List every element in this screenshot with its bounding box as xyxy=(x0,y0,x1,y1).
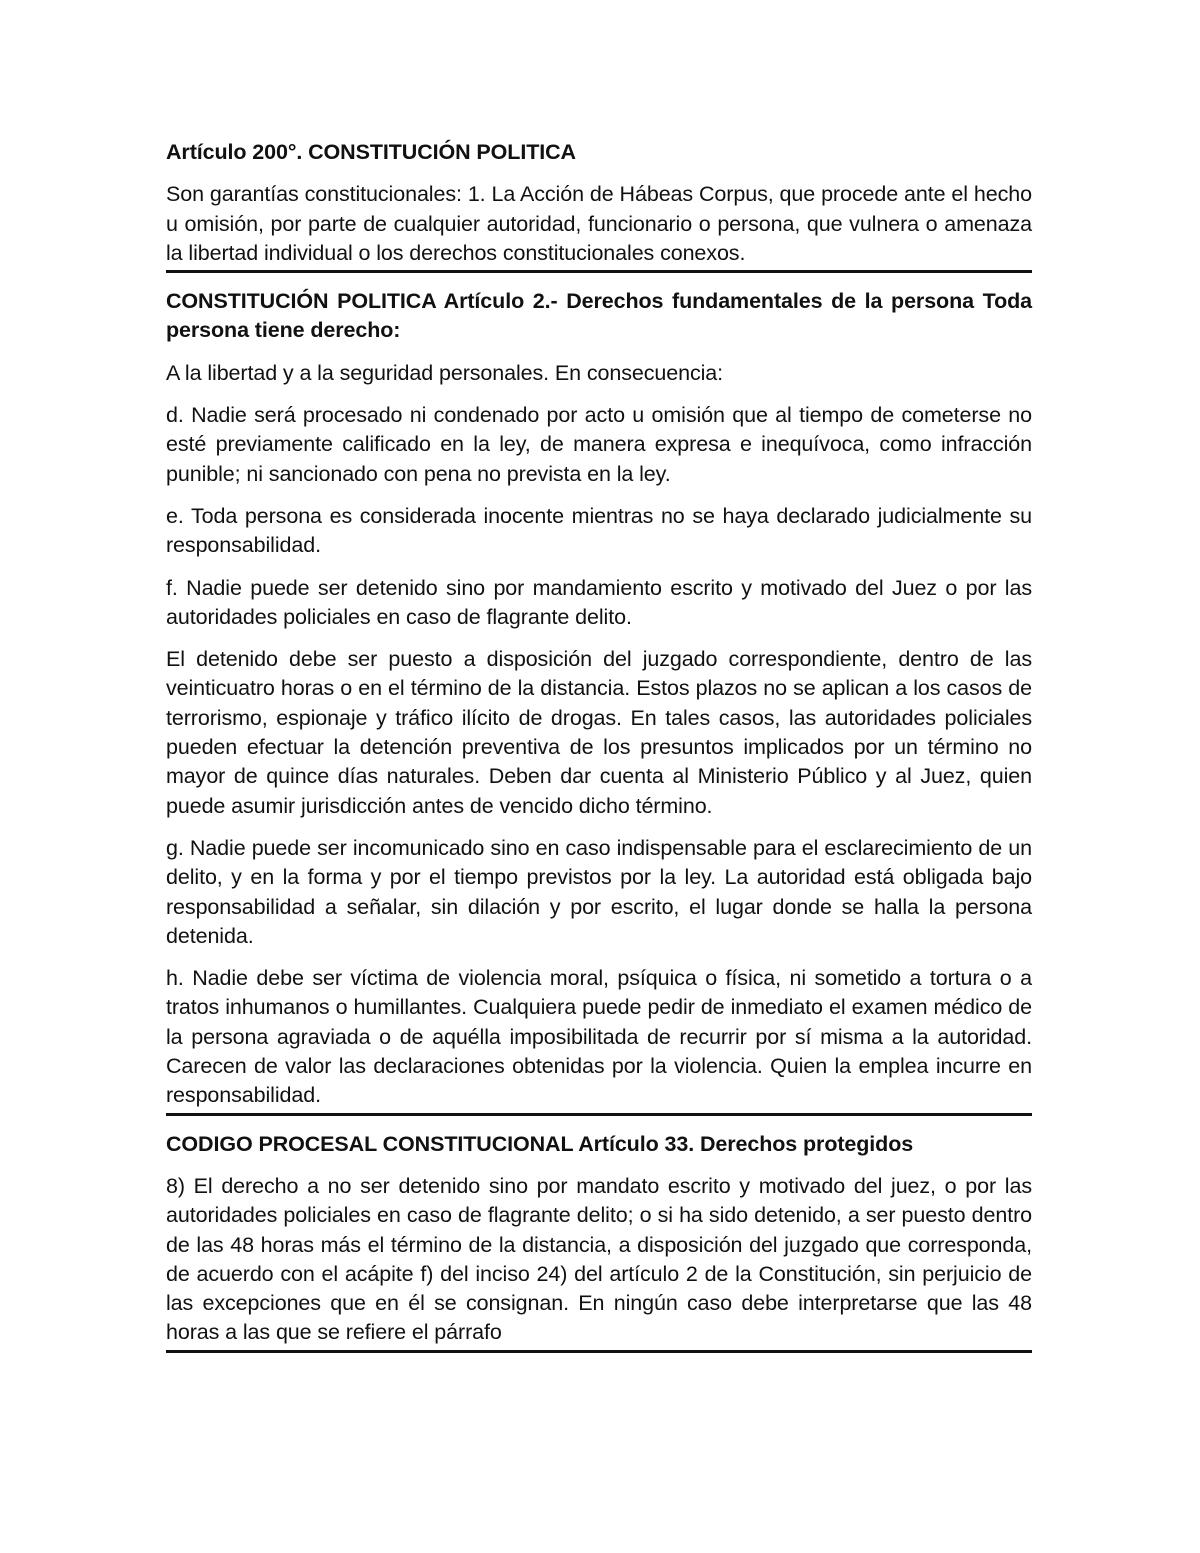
section-article-2 xyxy=(166,287,1032,1110)
section-heading: CONSTITUCIÓN POLITICA Artículo 2.- Derechos fundamentales de la persona Toda persona tiene derecho: xyxy=(166,289,1032,343)
document-page xyxy=(166,138,1032,1367)
section-article-200 xyxy=(166,138,1032,268)
section-heading: CODIGO PROCESAL CONSTITUCIONAL Artículo 33. Derechos protegidos xyxy=(166,1131,914,1156)
paragraph: El detenido debe ser puesto a disposición del juzgado correspondiente, dentro de las veinticuatro horas o en el término de la distancia. Estos plazos no se aplican a los casos de terrorismo, espionaje y tráfico ilícito de drogas. En tales casos, las autoridades policiales pueden efectuar la detención preventiva de los presuntos implicados por un término no mayor de quince días naturales. Deben dar cuenta al Ministerio Público y al Juez, quien puede asumir jurisdicción antes de vencido dicho término. xyxy=(166,647,1032,818)
section-divider xyxy=(166,1113,1032,1116)
paragraph: Son garantías constitucionales: 1. La Acción de Hábeas Corpus, que procede ante el hecho u omisión, por parte de cualquier autoridad, funcionario o persona, que vulnera o amenaza la libertad individual o los derechos constitucionales conexos. xyxy=(166,182,1032,265)
paragraph: 8) El derecho a no ser detenido sino por mandato escrito y motivado del juez, o por las autoridades policiales en caso de flagrante delito; o si ha sido detenido, a ser puesto dentro de las 48 horas más el término de la distancia, a disposición del juzgado que corresponda, de acuerdo con el acápite f) del inciso 24) del artículo 2 de la Constitución, sin perjuicio de las excepciones que en él se consignan. En ningún caso debe interpretarse que las 48 horas a las que se refiere el párrafo xyxy=(166,1173,1032,1345)
paragraph: A la libertad y a la seguridad personales. En consecuencia: xyxy=(166,360,724,385)
paragraph: f. Nadie puede ser detenido sino por mandamiento escrito y motivado del Juez o por las autoridades policiales en caso de flagrante delito. xyxy=(166,575,1032,629)
section-heading: Artículo 200°. CONSTITUCIÓN POLITICA xyxy=(166,140,576,164)
section-divider xyxy=(166,1350,1032,1353)
paragraph: g. Nadie puede ser incomunicado sino en caso indispensable para el esclarecimiento de un delito, y en la forma y por el tiempo previstos por la ley. La autoridad está obligada bajo responsabilidad a señalar, sin dilación y por escrito, el lugar donde se halla la persona detenida. xyxy=(166,835,1032,948)
section-article-33 xyxy=(166,1130,1032,1348)
section-divider xyxy=(166,270,1032,273)
paragraph: d. Nadie será procesado ni condenado por acto u omisión que al tiempo de cometerse no esté previamente calificado en la ley, de manera expresa e inequívoca, como infracción punible; ni sancionado con pena no prevista en la ley. xyxy=(166,403,1032,486)
paragraph: h. Nadie debe ser víctima de violencia moral, psíquica o física, ni sometido a tortura o a tratos inhumanos o humillantes. Cualquiera puede pedir de inmediato el examen médico de la persona agraviada o de aquélla imposibilitada de recurrir por sí misma a la autoridad. Carecen de valor las declaraciones obtenidas por la violencia. Quien la emplea incurre en responsabilidad. xyxy=(166,966,1032,1108)
paragraph: e. Toda persona es considerada inocente mientras no se haya declarado judicialmente su responsabilidad. xyxy=(166,503,1032,558)
